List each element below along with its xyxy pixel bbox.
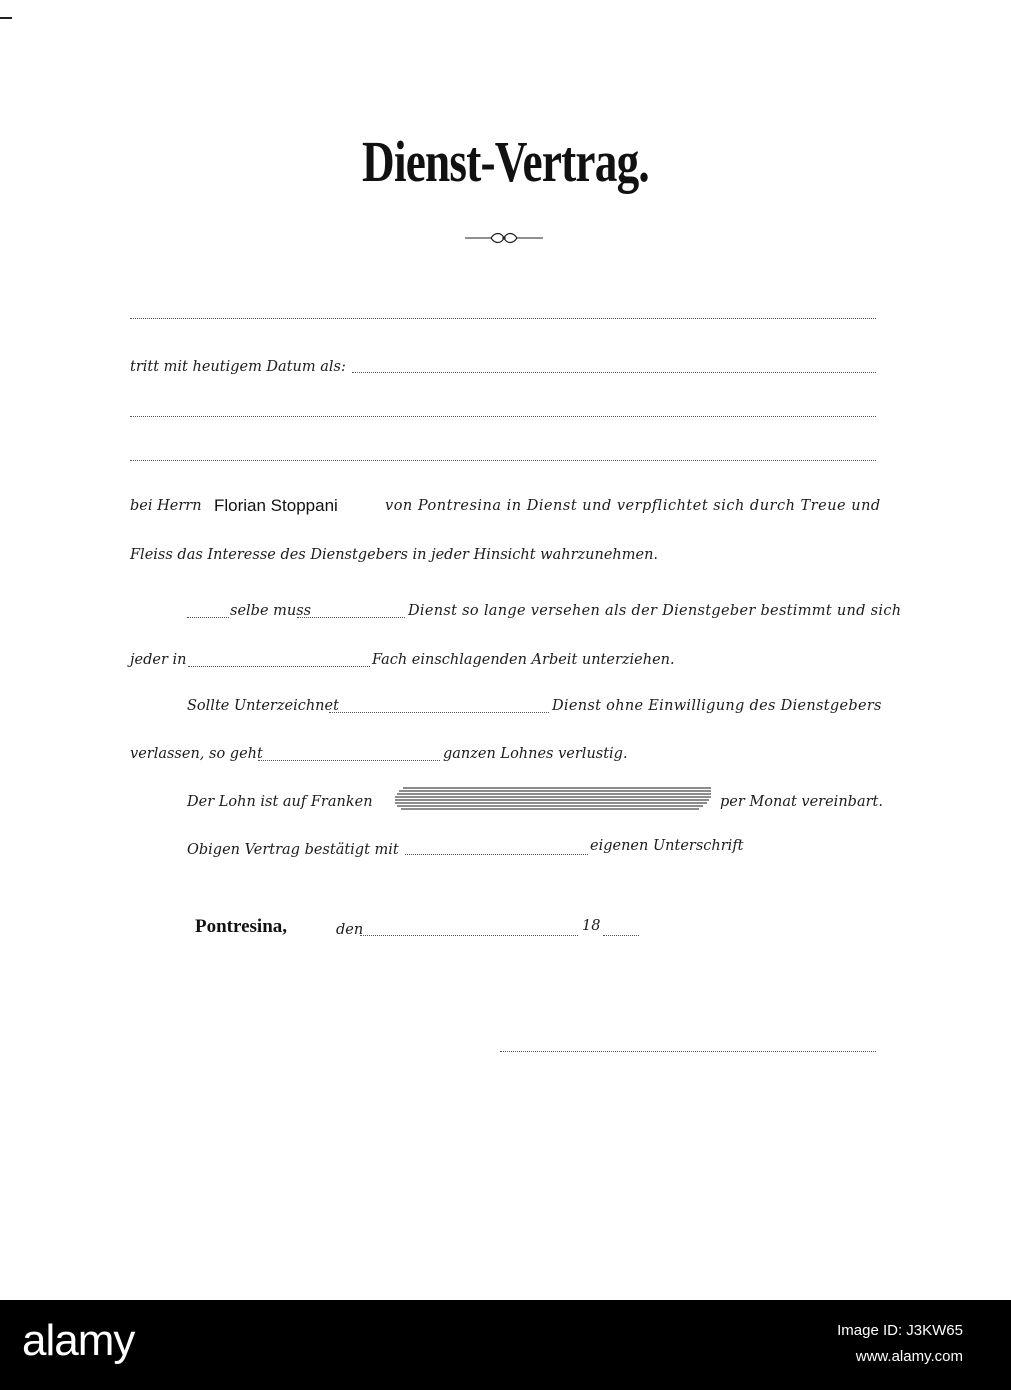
blank-p5-1	[405, 854, 588, 855]
image-id: Image ID: J3KW65	[837, 1322, 963, 1339]
blank-year	[603, 935, 639, 936]
p3-d: ganzen Lohnes verlustig.	[443, 746, 628, 762]
blank-p2-1	[187, 617, 229, 618]
blank-p3-2	[258, 760, 440, 761]
p4-b: per Monat vereinbart.	[720, 794, 883, 810]
place-name: Pontresina,	[195, 916, 288, 937]
p1-line2: Fleiss das Interesse des Dienstgebers in jeder Hinsicht wahrzunehmen.	[130, 547, 659, 563]
p3-c: verlassen, so geht	[130, 746, 263, 762]
blank-line-2	[352, 372, 876, 373]
blank-p2-2	[297, 617, 405, 618]
footer-bar	[0, 1300, 1011, 1390]
website-url: www.alamy.com	[855, 1348, 963, 1365]
date-den: den	[336, 922, 364, 938]
p2-a: selbe muss	[230, 603, 312, 619]
p3-b: Dienst ohne Einwilligung des Dienstgebers	[552, 698, 882, 714]
employer-name: Florian Stoppani	[214, 496, 338, 515]
p5-a: Obigen Vertrag bestätigt mit	[187, 842, 399, 858]
blank-p2-3	[188, 666, 370, 667]
blank-p3-1	[329, 712, 549, 713]
p2-d: Fach einschlagenden Arbeit unterziehen.	[372, 652, 675, 668]
p2-c: jeder in	[130, 652, 187, 668]
brand-logo: alamy	[22, 1316, 135, 1365]
p5-b: eigenen Unterschrift	[590, 838, 744, 854]
signature-line	[500, 1051, 876, 1052]
p4-a: Der Lohn ist auf Franken	[187, 794, 373, 810]
blank-line-1	[130, 318, 876, 319]
ornament-divider	[465, 230, 543, 246]
edge-mark	[0, 17, 12, 19]
date-year: 18	[582, 918, 601, 934]
p1-part2: von Pontresina in Dienst und verpflichtet sich durch Treue und	[385, 498, 881, 514]
document-title: Dienst-Vertrag.	[362, 129, 649, 194]
p2-b: Dienst so lange versehen als der Dienstgeber bestimmt und sich	[408, 603, 902, 619]
wage-hatched-area	[395, 786, 713, 810]
p1-part1: bei Herrn	[130, 498, 202, 514]
blank-date	[360, 935, 578, 936]
blank-line-3	[130, 416, 876, 417]
p3-a: Sollte Unterzeichnet	[187, 698, 339, 714]
blank-line-4	[130, 460, 876, 461]
line1-label: tritt mit heutigem Datum als:	[130, 359, 346, 375]
